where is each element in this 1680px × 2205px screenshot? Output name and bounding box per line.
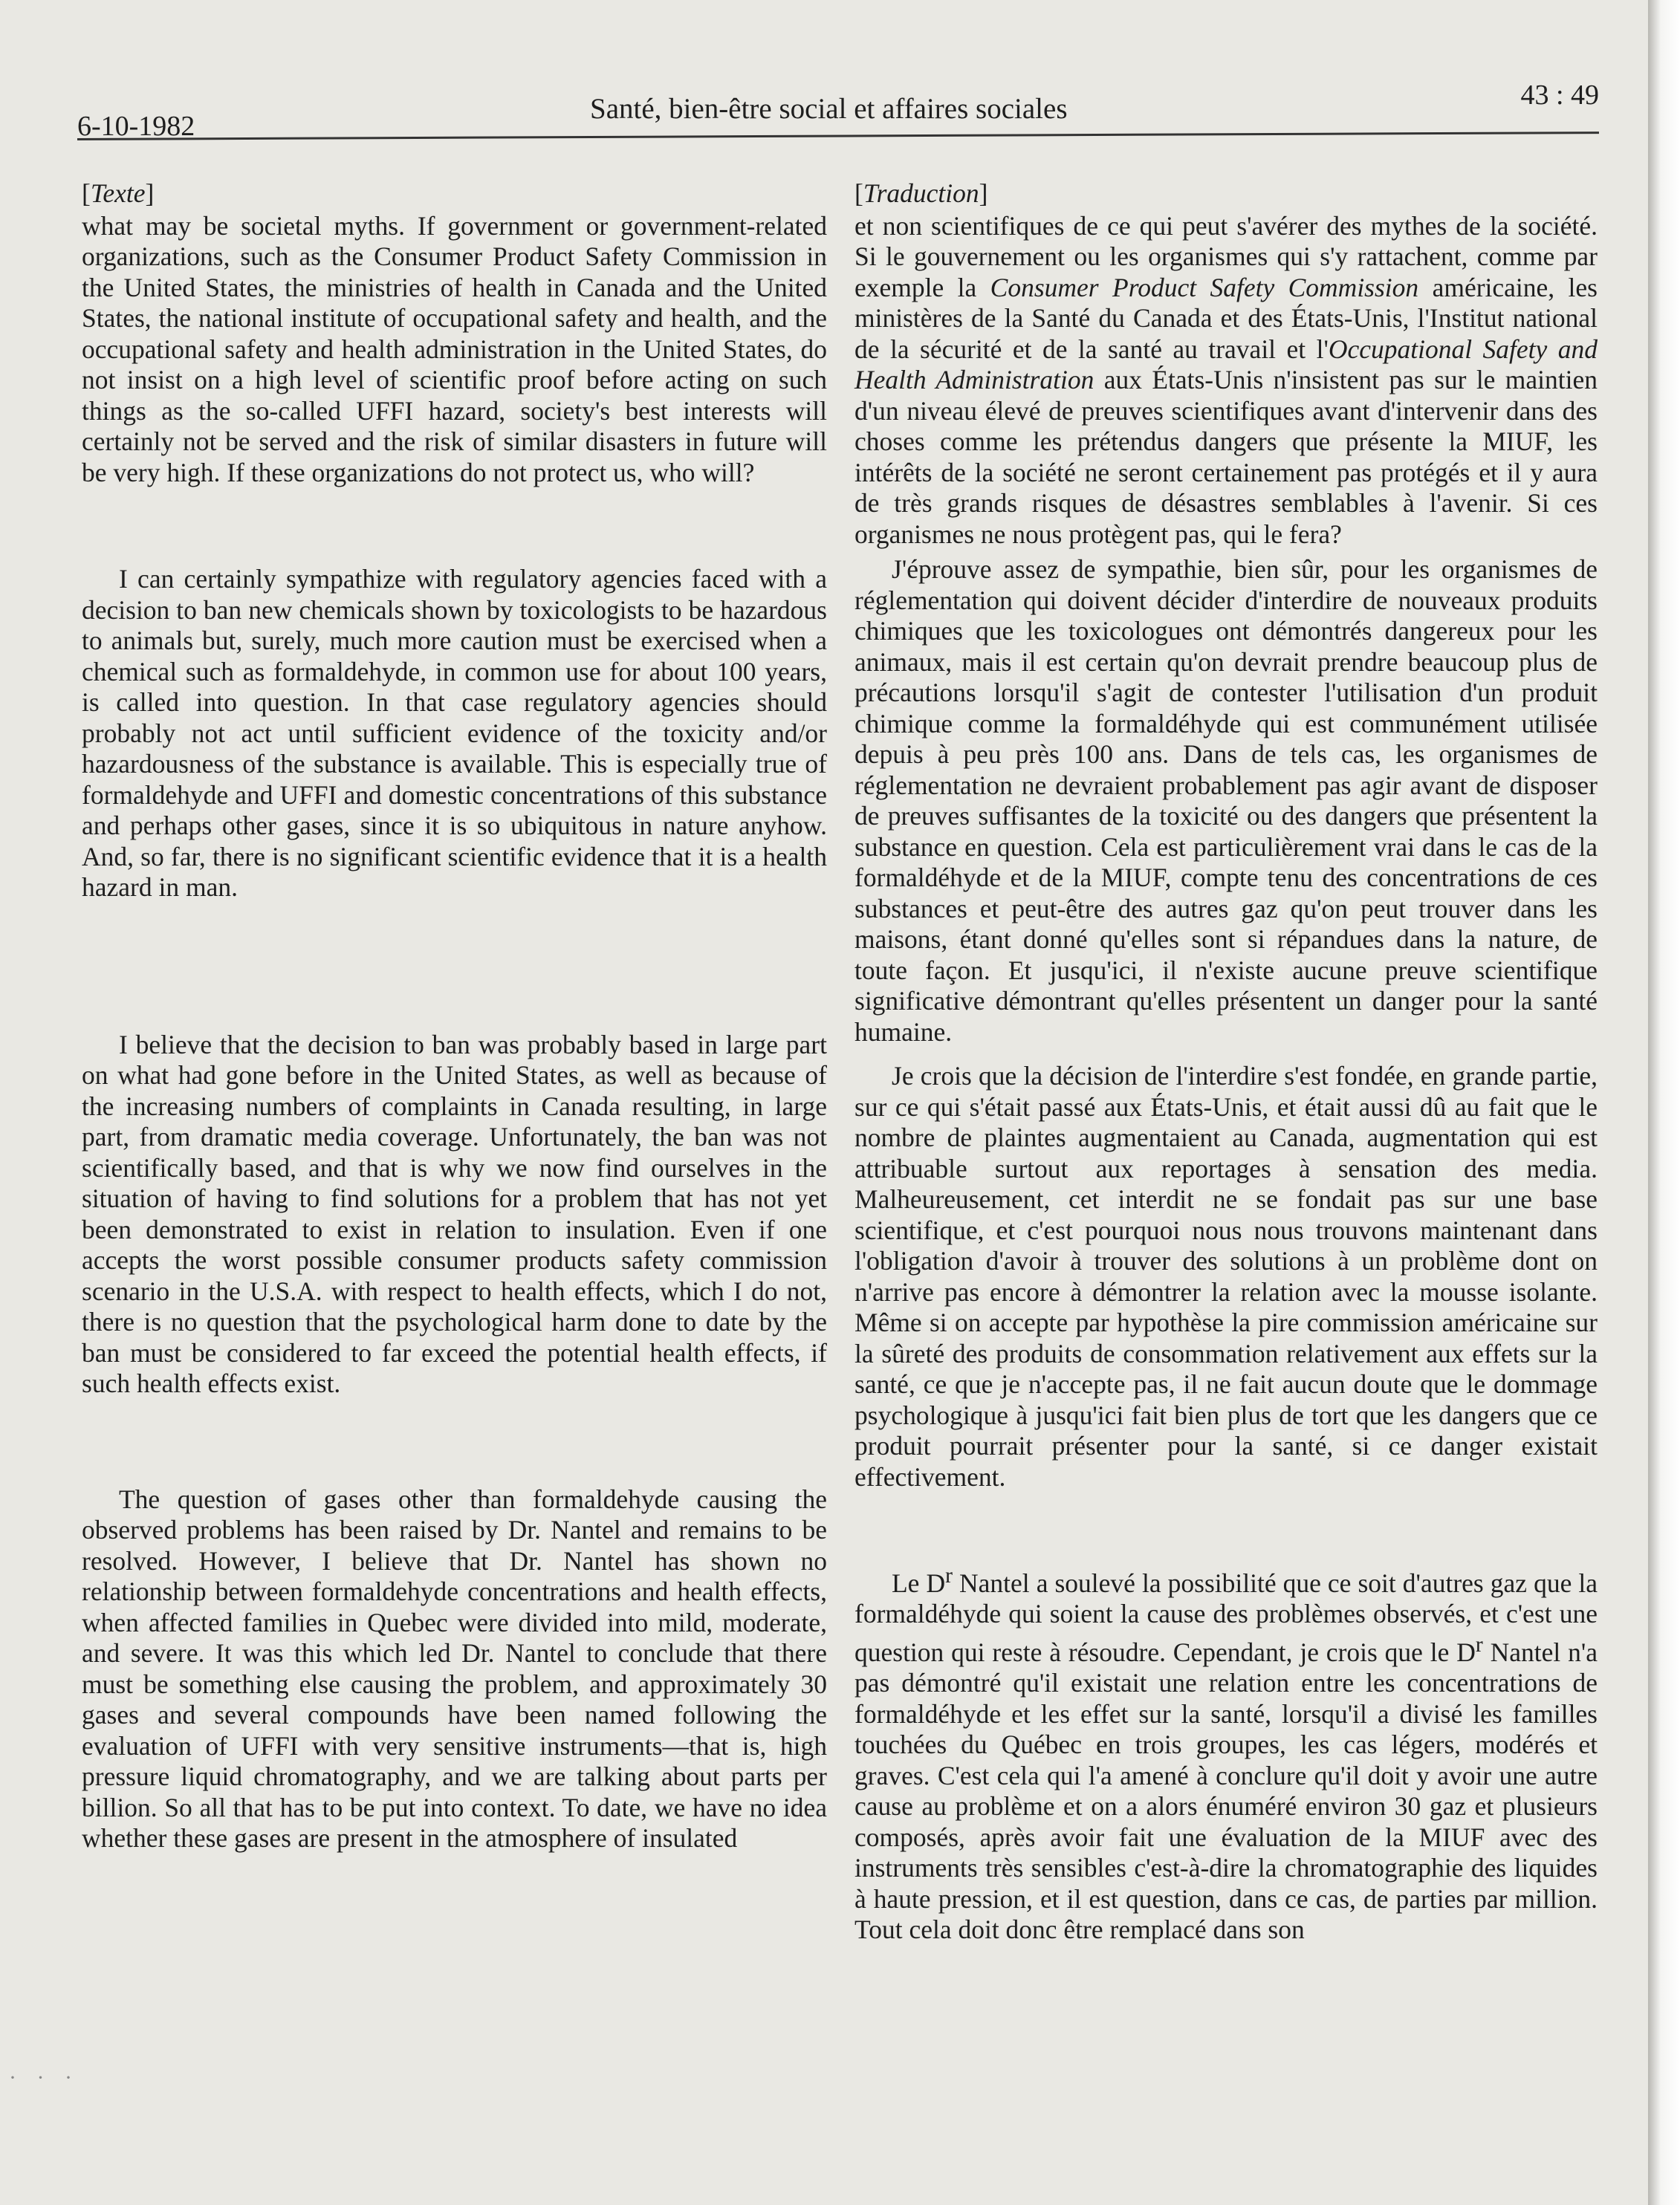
page-edge-shadow <box>1648 0 1680 2205</box>
french-paragraph-2: J'éprouve assez de sympathie, bien sûr, pour les organismes de réglementation qui doivent décider d'interdire de nouveaux produits chimiques que les toxicologues ont démontrés dangereux pour les animaux, mais il est certain qu'on devrait prendre beaucoup plus de précautions lorsqu'il s'agit de contester l'utilisation d'un produit chimique comme la formaldéhyde qui est communément utilisée depuis à peu près 100 ans. Dans de tels cas, les organismes de réglementation ne devraient probablement pas agir avant de disposer de preuves suffisantes de la toxicité ou des dangers que présentent la substance en question. Cela est particulièrement vrai dans le cas de la formaldéhyde et de la MIUF, compte tenu des concentrations de ces substances et peut-être des autres gaz qu'on peut trouver dans les maisons, étant donné qu'elles sont si répandues dans la nature, de toute façon. Et jusqu'ici, il n'existe aucune preuve scientifique significative démontrant qu'elles présentent un danger pour la santé humaine. <box>854 554 1598 1047</box>
english-paragraph-4: The question of gases other than formaldehyde causing the observed problems has been raised by Dr. Nantel and remains to be resolved. However, I believe that Dr. Nantel has shown no relationship between formaldehyde concentrations and health effects, when affected families in Quebec were divided into mild, moderate, and severe. It was this which led Dr. Nantel to conclude that there must be something else causing the problem, and approximately 30 gases and several compounds have been named following the evaluation of UFFI with very sensitive instruments—that is, high pressure liquid chromatography, and we are talking about parts per billion. So all that has to be put into context. To date, we have no idea whether these gases are present in the atmosphere of insulated <box>82 1484 827 1853</box>
page-header <box>77 74 1599 149</box>
french-paragraph-3: Je crois que la décision de l'interdire s'est fondée, en grande partie, sur ce qui s'était passé aux États-Unis, et était aussi dû au fait que le nombre de plaintes augmentaient au Canada, augmentation qui est attribuable surtout aux reportages à sensation des media. Malheureusement, cet interdit ne se fondait pas sur une base scientifique, et c'est pourquoi nous nous trouvons maintenant dans l'obligation d'avoir à trouver des solutions à un problème dont on n'arrive pas encore à démontrer la relation avec la mousse isolante. Même si on accepte par hypothèse la pire commission américaine sur la sûreté des produits de consommation relativement aux effets sur la santé, ce que je n'accepte pas, il ne fait aucun doute que le dommage psychologique à jusqu'ici fait bien plus de tort que les dangers que ce produit pourrait présenter pour la santé, si ce danger existait effectivement. <box>854 1061 1598 1492</box>
header-title: Santé, bien-être social et affaires sociales <box>590 93 1068 125</box>
header-page-number: 43 : 49 <box>1520 79 1599 111</box>
header-rule <box>77 131 1599 140</box>
english-column <box>82 178 827 1854</box>
english-paragraph-2: I can certainly sympathize with regulatory agencies faced with a decision to ban new chemicals shown by toxicologists to be hazardous to animals but, surely, much more caution must be exercised when a chemical such as formaldehyde, in common use for about 100 years, is called into question. In that case regulatory agencies should probably not act until sufficient evidence of the toxicity and/or hazardousness of the substance is available. This is especially true of formaldehyde and UFFI and domestic concentrations of this substance and perhaps other gases, since it is so ubiquitous in nature anyhow. And, so far, there is no significant scientific evidence that it is a health hazard in man. <box>82 564 827 902</box>
french-paragraph-4: Le $D^r$ Nantel a soulevé la possibilité que ce soit d'autres gaz que la formaldéhyde qui soient la cause des problèmes observés, et c'est une question qui reste à résoudre. Cependant, je crois que le $D^r$ Nantel n'a pas démontré qu'il existait une relation entre les concentrations de formaldéhyde et les effet sur la santé, lorsqu'il a divisé les familles touchées du Québec en trois groupes, les cas légers, modérés et graves. C'est cela qui l'a amené à conclure qu'il doit y avoir une autre cause au problème et on a alors énuméré environ 30 gaz et plusieurs composés, après avoir fait une évaluation de la MIUF avec des instruments très sensibles c'est-à-dire la chromatographie des liquides à haute pression, et il est question, dans ce cas, de parties par million. Tout cela doit donc être remplacé dans son <box>854 1564 1598 1945</box>
english-paragraph-3: I believe that the decision to ban was probably based in large part on what had gone before in the United States, as well as because of the increasing numbers of complaints in Canada resulting, in large part, from dramatic media coverage. Unfortunately, the ban was not scientifically based, and that is why we now find ourselves in the situation of having to find solutions for a problem that has not yet been demonstrated to exist in relation to insulation. Even if one accepts the worst possible consumer products safety commission scenario in the U.S.A. with respect to health effects, which I do not, there is no question that the psychological harm done to date by the ban must be considered to far exceed the potential health effects, if such health effects exist. <box>82 1029 827 1398</box>
margin-specks: · · · <box>9 2065 80 2090</box>
english-label: [Texte] <box>82 178 155 208</box>
french-paragraph-1: et non scientifiques de ce qui peut s'avérer des mythes de la société. Si le gouvernement ou les organismes qui s'y rattachent, comme par exemple la Consumer Product Safety Commission américaine, les ministères de la Santé du Canada et des États-Unis, l'Institut national de la sécurité et de la santé au travail et l'Occupational Safety and Health Administration aux États-Unis n'insistent pas sur le maintien d'un niveau élevé de preuves scientifiques avant d'intervenir dans des choses comme les prétendus dangers que présente la MIUF, les intérêts de la société ne seront certainement pas protégés et il y aura de très grands risques de désastres semblables à l'avenir. Si ces organismes ne nous protègent pas, qui le fera? <box>854 210 1598 549</box>
header-date: 6-10-1982 <box>77 111 195 142</box>
english-paragraph-1: what may be societal myths. If government or government-related organizations, such as the Consumer Product Safety Commission in the United States, the ministries of health in Canada and the United States, the national institute of occupational safety and health, and the occupational safety and health administration in the United States, do not insist on a high level of scientific proof before acting on such things as the so-called UFFI hazard, society's best interests will certainly not be served and the risk of similar disasters in future will be very high. If these organizations do not protect us, who will? <box>82 210 827 487</box>
french-label: [Traduction] <box>854 178 988 208</box>
french-column <box>854 178 1598 1946</box>
